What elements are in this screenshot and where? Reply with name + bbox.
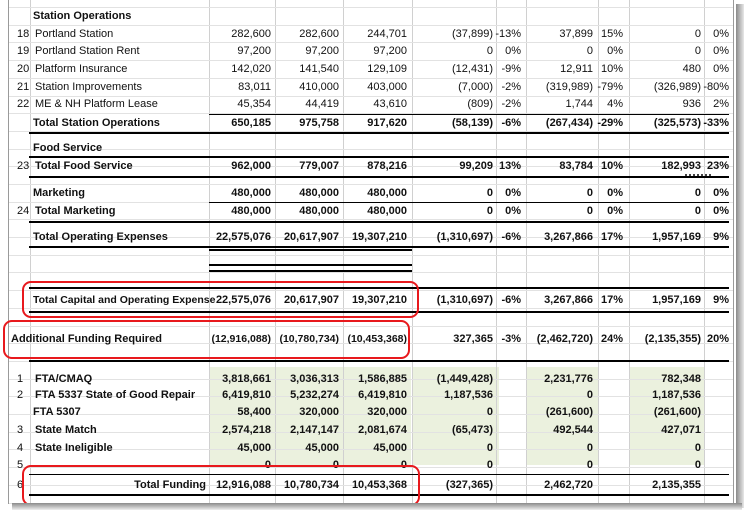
cell-value: 0 bbox=[586, 205, 593, 217]
cell-value: 45,000 bbox=[237, 442, 271, 454]
cell-value: 9% bbox=[713, 231, 729, 243]
cell-value: 2% bbox=[713, 98, 729, 110]
cell-value: 403,000 bbox=[367, 81, 407, 93]
cell-value: 0 bbox=[486, 45, 493, 57]
highlight-additional-funding bbox=[3, 320, 410, 359]
cell-value: -6% bbox=[501, 117, 521, 129]
cell-value: 282,600 bbox=[231, 28, 271, 40]
cell-value: 782,348 bbox=[661, 373, 701, 385]
cell-value: 97,200 bbox=[305, 45, 339, 57]
row-label: Total Station Operations bbox=[33, 117, 160, 129]
cell-value: 0 bbox=[694, 442, 701, 454]
cell-value: 0 bbox=[486, 442, 493, 454]
cell-value: 3,267,866 bbox=[544, 294, 593, 306]
highlight-total-capital-operating bbox=[22, 281, 419, 318]
cell-value: -2% bbox=[501, 81, 521, 93]
cell-value: 0 bbox=[694, 28, 701, 40]
cell-value: 320,000 bbox=[299, 406, 339, 418]
cell-value: 37,899 bbox=[559, 28, 593, 40]
cell-value: (326,989) bbox=[653, 81, 701, 93]
cell-value: 5,232,274 bbox=[290, 389, 339, 401]
table-row bbox=[9, 96, 733, 113]
row-label: State Ineligible bbox=[35, 442, 113, 454]
cell-value: 0 bbox=[586, 45, 593, 57]
cell-value: 975,758 bbox=[299, 117, 339, 129]
cell-value: -80% bbox=[703, 81, 729, 93]
cell-value: 43,610 bbox=[373, 98, 407, 110]
cell-value: 2,231,776 bbox=[544, 373, 593, 385]
cell-value: 6,419,810 bbox=[222, 389, 271, 401]
highlight-total-funding bbox=[22, 465, 420, 506]
grid-hline bbox=[9, 272, 733, 273]
cell-value: 83,011 bbox=[238, 81, 271, 93]
cell-value: 1,586,885 bbox=[358, 373, 407, 385]
cell-value: -29% bbox=[597, 117, 623, 129]
cell-value: 20% bbox=[706, 333, 729, 345]
cell-value: (327,365) bbox=[445, 479, 493, 491]
cell-value: 0 bbox=[332, 459, 339, 471]
subtotal-rule bbox=[209, 202, 729, 203]
cell-value: (65,473) bbox=[452, 424, 493, 436]
cell-value: 45,000 bbox=[305, 442, 339, 454]
table-row bbox=[9, 203, 733, 220]
section-rule bbox=[29, 156, 729, 158]
cell-value: (10,453,368) bbox=[347, 333, 407, 345]
cell-value: 20,617,907 bbox=[283, 294, 339, 306]
row-label: Total Capital and Operating Expense bbox=[33, 294, 216, 306]
double-rule bbox=[209, 249, 412, 251]
cell-value: -2% bbox=[501, 98, 521, 110]
cell-value: 0 bbox=[486, 406, 493, 418]
cell-value: 2,081,674 bbox=[358, 424, 407, 436]
cell-value: (10,780,734) bbox=[279, 333, 339, 345]
row-number: 22 bbox=[17, 98, 30, 110]
row-number: 18 bbox=[17, 28, 30, 40]
cell-value: 2,135,355 bbox=[652, 479, 701, 491]
cell-value: 480,000 bbox=[299, 205, 339, 217]
cell-value: 0% bbox=[713, 63, 729, 75]
table-row bbox=[9, 387, 733, 404]
table-row bbox=[9, 61, 733, 78]
row-label: Food Service bbox=[33, 142, 103, 154]
row-number: 5 bbox=[17, 459, 24, 471]
table-row bbox=[9, 422, 733, 439]
cell-value: 0% bbox=[505, 187, 521, 199]
cell-value: 1,187,536 bbox=[444, 389, 493, 401]
table-row bbox=[9, 79, 733, 96]
row-number: 6 bbox=[17, 479, 24, 491]
cell-value: (12,431) bbox=[452, 63, 493, 75]
cell-value: 9% bbox=[713, 294, 729, 306]
cell-value: 936 bbox=[682, 98, 701, 110]
cell-value: 3,818,661 bbox=[222, 373, 271, 385]
row-number: 2 bbox=[17, 389, 24, 401]
table-row bbox=[9, 8, 733, 25]
cell-value: 480,000 bbox=[367, 205, 407, 217]
cell-value: (1,310,697) bbox=[436, 294, 493, 306]
grid-hline bbox=[9, 255, 733, 256]
cell-value: 15% bbox=[600, 28, 623, 40]
cell-value: 0 bbox=[486, 187, 493, 199]
cell-value: 1,187,536 bbox=[652, 389, 701, 401]
cell-value: 10% bbox=[600, 160, 623, 172]
row-number: 3 bbox=[17, 424, 24, 436]
cell-value: 0 bbox=[400, 459, 407, 471]
cell-value: 0 bbox=[264, 459, 271, 471]
page-shadow-right bbox=[736, 4, 744, 508]
cell-value: 0 bbox=[694, 205, 701, 217]
cell-value: 0 bbox=[486, 459, 493, 471]
cell-value: 99,209 bbox=[459, 160, 493, 172]
row-label: FTA/CMAQ bbox=[35, 373, 93, 385]
cell-value: 917,620 bbox=[367, 117, 407, 129]
cell-value: (1,449,428) bbox=[436, 373, 493, 385]
cell-value: 97,200 bbox=[373, 45, 407, 57]
cell-value: 19,307,210 bbox=[351, 231, 407, 243]
cell-value: 58,400 bbox=[237, 406, 271, 418]
cell-value: 0 bbox=[486, 205, 493, 217]
cell-value: -6% bbox=[501, 294, 521, 306]
cell-value: (809) bbox=[467, 98, 493, 110]
cell-value: 10,453,368 bbox=[351, 479, 407, 491]
cell-value: (325,573) bbox=[653, 117, 701, 129]
cell-value: (2,135,355) bbox=[644, 333, 701, 345]
dotted-mark bbox=[685, 174, 711, 176]
cell-value: 19,307,210 bbox=[351, 294, 407, 306]
row-label: Platform Insurance bbox=[35, 63, 128, 75]
cell-value: 20,617,907 bbox=[283, 231, 339, 243]
cell-value: (261,600) bbox=[545, 406, 593, 418]
cell-value: 0% bbox=[713, 28, 729, 40]
row-number: 21 bbox=[17, 81, 30, 93]
table-row bbox=[9, 43, 733, 60]
cell-value: 962,000 bbox=[231, 160, 271, 172]
cell-value: 480 bbox=[682, 63, 701, 75]
cell-value: 0 bbox=[694, 459, 701, 471]
cell-value: 10,780,734 bbox=[283, 479, 339, 491]
table-row bbox=[9, 404, 733, 421]
row-label: Portland Station Rent bbox=[35, 45, 140, 57]
cell-value: 0 bbox=[694, 187, 701, 199]
cell-value: 12,911 bbox=[560, 63, 593, 75]
table-row bbox=[9, 371, 733, 388]
cell-value: 6,419,810 bbox=[358, 389, 407, 401]
cell-value: 282,600 bbox=[299, 28, 339, 40]
cell-value: 22,575,076 bbox=[215, 231, 271, 243]
cell-value: 83,784 bbox=[559, 160, 593, 172]
subtotal-rule bbox=[209, 114, 729, 115]
cell-value: 4% bbox=[607, 98, 623, 110]
cell-value: 480,000 bbox=[367, 187, 407, 199]
cell-value: 0% bbox=[713, 45, 729, 57]
table-row bbox=[9, 185, 733, 202]
cell-value: 0% bbox=[505, 205, 521, 217]
cell-value: 0 bbox=[586, 442, 593, 454]
cell-value: 45,354 bbox=[237, 98, 271, 110]
cell-value: (261,600) bbox=[653, 406, 701, 418]
cell-value: 24% bbox=[600, 333, 623, 345]
double-rule bbox=[209, 264, 412, 266]
cell-value: -79% bbox=[597, 81, 623, 93]
row-label: Total Operating Expenses bbox=[33, 231, 168, 243]
row-number: 19 bbox=[17, 45, 30, 57]
table-row bbox=[9, 26, 733, 43]
cell-value: 23% bbox=[706, 160, 729, 172]
row-label: FTA 5337 State of Good Repair bbox=[35, 389, 196, 401]
section-rule bbox=[29, 176, 729, 178]
cell-value: 0% bbox=[607, 45, 623, 57]
cell-value: 320,000 bbox=[367, 406, 407, 418]
cell-value: 480,000 bbox=[231, 187, 271, 199]
table-row bbox=[9, 229, 733, 246]
cell-value: 0 bbox=[586, 459, 593, 471]
cell-value: 17% bbox=[600, 294, 623, 306]
cell-value: 3,036,313 bbox=[290, 373, 339, 385]
table-row bbox=[9, 115, 733, 132]
cell-value: 13% bbox=[498, 160, 521, 172]
row-label: Marketing bbox=[33, 187, 85, 199]
cell-value: 141,540 bbox=[299, 63, 339, 75]
cell-value: -9% bbox=[501, 63, 521, 75]
cell-value: (58,139) bbox=[452, 117, 493, 129]
cell-value: (7,000) bbox=[458, 81, 493, 93]
row-label: FTA 5307 bbox=[33, 406, 81, 418]
row-label: Station Operations bbox=[33, 10, 132, 22]
cell-value: 327,365 bbox=[453, 333, 493, 345]
row-label: State Match bbox=[35, 424, 97, 436]
cell-value: 779,007 bbox=[299, 160, 339, 172]
cell-value: 10% bbox=[600, 63, 623, 75]
cell-value: 2,147,147 bbox=[290, 424, 339, 436]
cell-value: 0 bbox=[586, 389, 593, 401]
cell-value: -3% bbox=[501, 333, 521, 345]
table-row bbox=[9, 440, 733, 457]
table-row bbox=[9, 140, 733, 157]
double-rule bbox=[209, 270, 412, 272]
cell-value: (319,989) bbox=[545, 81, 593, 93]
cell-value: 878,216 bbox=[367, 160, 407, 172]
cell-value: -13% bbox=[495, 28, 521, 40]
cell-value: 3,267,866 bbox=[544, 231, 593, 243]
cell-value: 1,744 bbox=[565, 98, 593, 110]
cell-value: 0% bbox=[713, 187, 729, 199]
cell-value: 0% bbox=[505, 45, 521, 57]
cell-value: 0% bbox=[607, 205, 623, 217]
cell-value: 427,071 bbox=[661, 424, 701, 436]
section-rule bbox=[29, 132, 729, 134]
row-number: 24 bbox=[17, 205, 30, 217]
row-label: Total Marketing bbox=[35, 205, 116, 217]
section-rule bbox=[29, 360, 729, 362]
cell-value: 480,000 bbox=[299, 187, 339, 199]
cell-value: 2,574,218 bbox=[222, 424, 271, 436]
page-shadow-bottom bbox=[12, 503, 742, 510]
row-number: 20 bbox=[17, 63, 30, 75]
row-label: Station Improvements bbox=[35, 81, 142, 93]
cell-value: (267,434) bbox=[545, 117, 593, 129]
row-number: 1 bbox=[17, 373, 24, 385]
cell-value: 142,020 bbox=[231, 63, 271, 75]
spreadsheet bbox=[8, 0, 734, 504]
cell-value: 17% bbox=[600, 231, 623, 243]
cell-value: -33% bbox=[703, 117, 729, 129]
cell-value: 0% bbox=[713, 205, 729, 217]
table-row bbox=[9, 158, 733, 175]
cell-value: 0% bbox=[607, 187, 623, 199]
cell-value: 0 bbox=[586, 187, 593, 199]
section-rule bbox=[29, 246, 729, 248]
cell-value: 1,957,169 bbox=[652, 231, 701, 243]
cell-value: (12,916,088) bbox=[211, 333, 271, 345]
row-number: 23 bbox=[17, 160, 30, 172]
cell-value: 480,000 bbox=[231, 205, 271, 217]
cell-value: 182,993 bbox=[661, 160, 701, 172]
cell-value: (2,462,720) bbox=[536, 333, 593, 345]
row-number: 4 bbox=[17, 442, 24, 454]
cell-value: 97,200 bbox=[237, 45, 271, 57]
row-label: Portland Station bbox=[35, 28, 114, 40]
cell-value: 492,544 bbox=[553, 424, 593, 436]
row-label: ME & NH Platform Lease bbox=[35, 98, 158, 110]
cell-value: 2,462,720 bbox=[544, 479, 593, 491]
cell-value: 650,185 bbox=[231, 117, 271, 129]
cell-value: 1,957,169 bbox=[652, 294, 701, 306]
cell-value: 22,575,076 bbox=[215, 294, 271, 306]
cell-value: 12,916,088 bbox=[215, 479, 271, 491]
section-rule bbox=[29, 221, 729, 223]
cell-value: 129,109 bbox=[367, 63, 407, 75]
cell-value: (1,310,697) bbox=[436, 231, 493, 243]
cell-value: 0 bbox=[694, 45, 701, 57]
row-label: Total Food Service bbox=[35, 160, 133, 172]
cell-value: -6% bbox=[501, 231, 521, 243]
cell-value: (37,899) bbox=[452, 28, 493, 40]
cell-value: 45,000 bbox=[373, 442, 407, 454]
cell-value: 244,701 bbox=[367, 28, 407, 40]
cell-value: 44,419 bbox=[305, 98, 339, 110]
cell-value: 410,000 bbox=[299, 81, 339, 93]
row-label: Total Funding bbox=[134, 479, 206, 491]
row-label: Additional Funding Required bbox=[11, 333, 162, 345]
